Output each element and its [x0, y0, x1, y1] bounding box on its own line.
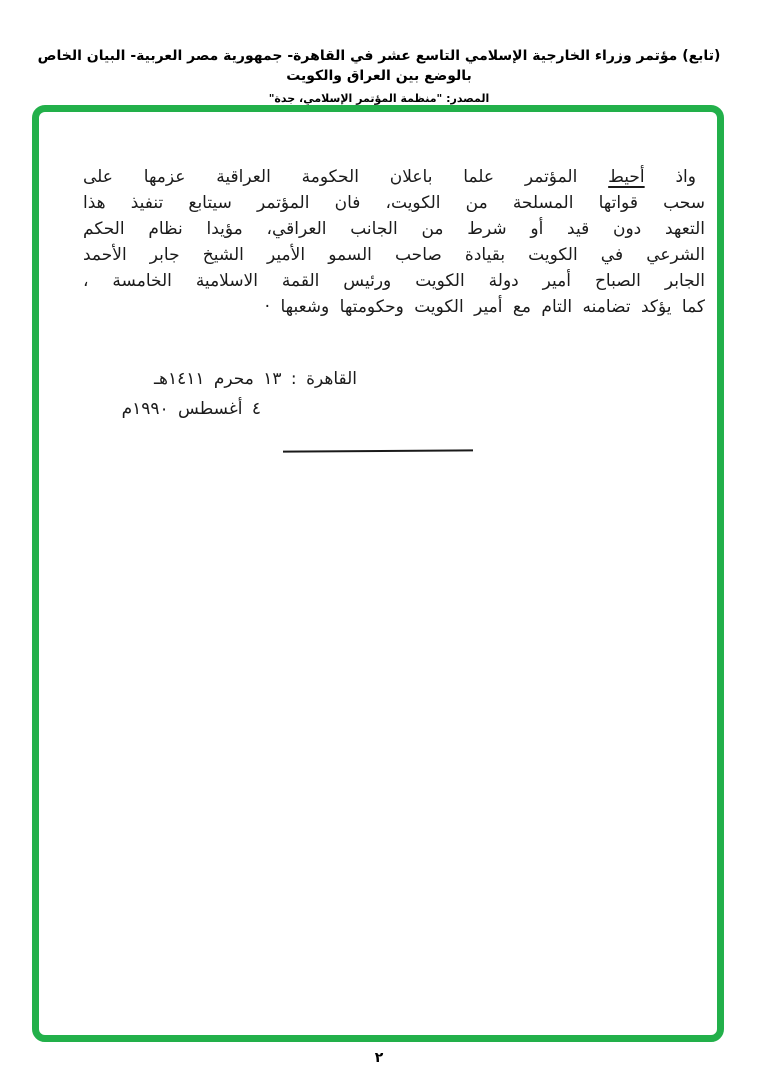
- dateline-gregorian: ٤ أغسطس ١٩٩٠م: [121, 399, 261, 419]
- text-line-2: سحب قواتها المسلحة من الكويت، فان المؤتمر سيتابع تنفيذ هذا: [83, 193, 705, 213]
- text-line-3: التعهد دون قيد أو شرط من الجانب العراقي، مؤيدا نظام الحكم: [83, 219, 705, 239]
- line1-rest: المؤتمر علما باعلان الحكومة العراقية عزمها على: [83, 167, 609, 187]
- document-source: المصدر: "منظمة المؤتمر الإسلامي، جدة": [268, 92, 490, 105]
- separator-line: [283, 449, 473, 452]
- page-number: ٢: [374, 1050, 384, 1066]
- text-line-1: [83, 164, 705, 190]
- green-content-frame: [32, 105, 724, 1042]
- line1-underlined-word: أحيط: [608, 167, 645, 187]
- page-header: [0, 0, 758, 105]
- body-paragraph: [39, 164, 717, 320]
- line1-lead: واذ: [644, 167, 696, 187]
- dateline-hijri: القاهرة : ١٣ محرم ١٤١١هـ: [153, 369, 357, 389]
- text-line-6: كما يؤكد تضامنه التام مع أمير الكويت وحكومتها وشعبها ·: [264, 297, 705, 317]
- document-title: (تابع) مؤتمر وزراء الخارجية الإسلامي التاسع عشر في القاهرة- جمهورية مصر العربية- البيان الخاص بالوضع بين العراق والكويت: [37, 48, 721, 84]
- text-line-5: الجابر الصباح أمير دولة الكويت ورئيس القمة الاسلامية الخامسة ،: [83, 271, 705, 291]
- text-line-4: الشرعي في الكويت بقيادة صاحب السمو الأمير الشيخ جابر الأحمد: [83, 245, 705, 265]
- dateline: [39, 364, 357, 424]
